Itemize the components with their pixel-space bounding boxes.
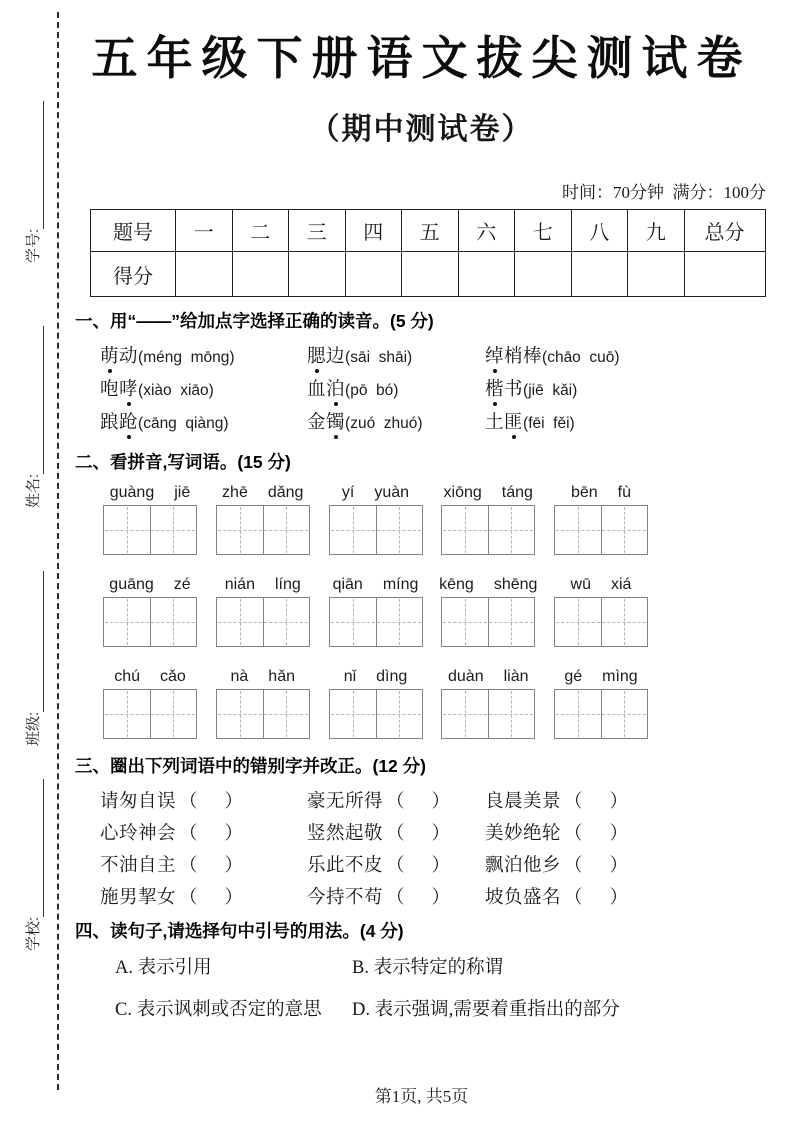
pinyin-options: (pō bó) — [345, 381, 399, 399]
pinyin-label — [554, 572, 648, 594]
correction-item — [485, 787, 768, 813]
writing-group — [216, 480, 310, 555]
correction-item — [307, 787, 485, 813]
section1-row — [100, 404, 768, 437]
box-dashed-cell-line — [173, 599, 174, 645]
pinyin-syllable: chú — [114, 668, 140, 685]
box-dashed-cell-line — [127, 507, 128, 553]
pinyin-label — [216, 572, 310, 594]
pinyin-syllable: xiōng — [443, 484, 482, 501]
idiom-word: 美妙绝轮 — [485, 824, 562, 844]
pinyin-label — [329, 664, 423, 686]
score-table-column-header: 五 — [402, 210, 459, 252]
section1-items — [100, 338, 768, 437]
dotted-character: 楷 — [485, 375, 504, 401]
choice-word: 腮边 — [307, 347, 345, 367]
writing-box — [329, 689, 423, 739]
box-dashed-midline — [556, 530, 646, 531]
pinyin-syllable: fù — [617, 484, 632, 501]
box-dashed-cell-line — [173, 507, 174, 553]
pinyin-label — [103, 664, 197, 686]
writing-group — [554, 664, 648, 739]
box-dashed-cell-line — [240, 599, 241, 645]
correction-parens — [564, 819, 628, 845]
idiom-word: 乐此不皮 — [307, 856, 384, 876]
dotted-character: 镯 — [326, 408, 345, 434]
section3-row — [100, 816, 768, 848]
pinyin-choice-item — [485, 342, 768, 368]
pinyin-syllable: yuàn — [374, 484, 410, 501]
section1-heading: 一、用“——”给加点字选择正确的读音。(5 分) — [75, 311, 434, 331]
box-dashed-midline — [331, 622, 421, 623]
pinyin-syllable: jiē — [174, 484, 191, 501]
writing-row — [103, 664, 648, 739]
quote-usage-option: D. 表示强调,需要着重指出的部分 — [352, 1000, 620, 1020]
dotted-character: 跄 — [119, 408, 138, 434]
pinyin-syllable: táng — [501, 484, 533, 501]
score-cell-empty — [289, 252, 346, 297]
correction-item — [307, 851, 485, 877]
box-dashed-midline — [218, 530, 308, 531]
box-dashed-cell-line — [465, 691, 466, 737]
pinyin-syllable: kēng — [439, 576, 474, 593]
writing-box — [103, 689, 197, 739]
pinyin-choice-item — [485, 408, 768, 434]
correction-item — [307, 883, 485, 909]
dotted-character: 匪 — [504, 408, 523, 434]
paren-open: （ — [179, 792, 198, 812]
box-dashed-midline — [443, 530, 533, 531]
box-dashed-midline — [105, 530, 195, 531]
correction-parens — [386, 787, 450, 813]
pinyin-label — [329, 572, 423, 594]
score-table-column-header: 四 — [345, 210, 402, 252]
pinyin-syllable: zé — [173, 576, 191, 593]
score-table-column-header: 二 — [232, 210, 289, 252]
writing-group — [441, 664, 535, 739]
dotted-character: 泊 — [326, 375, 345, 401]
pinyin-syllable: wū — [570, 576, 591, 593]
pinyin-options: (zuó zhuó) — [345, 414, 423, 432]
option-row — [115, 995, 768, 1021]
pinyin-options: (méng mōng) — [138, 348, 235, 366]
correction-parens — [179, 851, 243, 877]
section3-row — [100, 784, 768, 816]
pinyin-choice-item — [100, 342, 307, 368]
paren-close: ） — [431, 888, 451, 908]
paren-close: ） — [609, 856, 629, 876]
pinyin-options: (cāng qiàng) — [138, 414, 229, 432]
box-dashed-cell-line — [240, 691, 241, 737]
box-dashed-midline — [556, 714, 646, 715]
writing-group — [441, 480, 535, 555]
pinyin-syllable: duàn — [448, 668, 484, 685]
box-dashed-cell-line — [286, 691, 287, 737]
score-table-column-header: 七 — [515, 210, 572, 252]
correction-parens — [386, 851, 450, 877]
box-dashed-cell-line — [173, 691, 174, 737]
section3-row — [100, 848, 768, 880]
paren-open: （ — [386, 824, 405, 844]
paren-open: （ — [564, 824, 583, 844]
score-cell-empty — [515, 252, 572, 297]
pinyin-syllable: guàng — [109, 484, 155, 501]
writing-group — [329, 664, 423, 739]
pinyin-syllable: zhē — [222, 484, 248, 501]
box-dashed-cell-line — [624, 691, 625, 737]
correction-parens — [564, 787, 628, 813]
pinyin-label — [103, 572, 197, 594]
quote-usage-option: A. 表示引用 — [115, 958, 212, 978]
writing-box — [554, 597, 648, 647]
paren-close: ） — [609, 792, 629, 812]
paren-close: ） — [224, 792, 244, 812]
pinyin-syllable: shēng — [493, 576, 538, 593]
pinyin-options: (jiē kǎi) — [523, 381, 578, 399]
writing-group — [216, 664, 310, 739]
pinyin-label — [554, 480, 648, 502]
idiom-word: 心玲神会 — [100, 824, 177, 844]
paren-open: （ — [386, 792, 405, 812]
side-field-line — [28, 571, 44, 712]
box-dashed-cell-line — [578, 691, 579, 737]
idiom-word: 请匆自误 — [100, 792, 177, 812]
section4-options — [75, 953, 768, 1021]
score-table-column-header: 三 — [289, 210, 346, 252]
quote-usage-option: B. 表示特定的称谓 — [352, 958, 504, 978]
pinyin-label — [329, 480, 423, 502]
box-dashed-cell-line — [624, 507, 625, 553]
writing-group — [439, 572, 538, 647]
box-dashed-midline — [556, 622, 646, 623]
box-dashed-cell-line — [511, 507, 512, 553]
paren-close: ） — [224, 824, 244, 844]
side-field — [22, 779, 44, 951]
box-dashed-midline — [218, 714, 308, 715]
pinyin-syllable: dǎng — [267, 484, 304, 501]
pinyin-syllable: gé — [564, 668, 583, 685]
exam-content — [75, 0, 768, 1021]
margin-dashed-line — [57, 12, 59, 1090]
box-dashed-cell-line — [399, 691, 400, 737]
score-table-column-header: 六 — [458, 210, 515, 252]
box-dashed-cell-line — [286, 599, 287, 645]
pinyin-syllable: hǎn — [268, 668, 295, 685]
writing-box — [554, 689, 648, 739]
box-dashed-cell-line — [399, 599, 400, 645]
box-dashed-midline — [443, 714, 533, 715]
correction-item — [100, 787, 307, 813]
correction-item — [100, 819, 307, 845]
box-dashed-cell-line — [240, 507, 241, 553]
score-cell-empty — [345, 252, 402, 297]
pinyin-choice-item — [485, 375, 768, 401]
score-cell-empty — [232, 252, 289, 297]
pinyin-syllable: mìng — [602, 668, 638, 685]
writing-box — [329, 597, 423, 647]
side-field-label: 班级: — [25, 711, 42, 746]
choice-word: 萌动 — [100, 347, 138, 367]
box-dashed-midline — [443, 622, 533, 623]
correction-item — [100, 851, 307, 877]
writing-box — [216, 689, 310, 739]
writing-group — [216, 572, 310, 647]
idiom-word: 今持不苟 — [307, 888, 384, 908]
box-dashed-midline — [331, 714, 421, 715]
correction-parens — [179, 883, 243, 909]
correction-item — [485, 883, 768, 909]
pinyin-syllable: míng — [382, 576, 419, 593]
paren-close: ） — [431, 792, 451, 812]
idiom-word: 施男挈女 — [100, 888, 177, 908]
pinyin-syllable: dìng — [376, 668, 408, 685]
paren-close: ） — [609, 888, 629, 908]
idiom-word: 坡负盛名 — [485, 888, 562, 908]
box-dashed-cell-line — [127, 599, 128, 645]
pinyin-syllable: liàn — [503, 668, 529, 685]
correction-parens — [179, 787, 243, 813]
idiom-word: 豪无所得 — [307, 792, 384, 812]
box-dashed-cell-line — [511, 599, 512, 645]
writing-group — [103, 480, 197, 555]
side-field-line — [28, 101, 44, 229]
section2-writing-grid — [75, 480, 768, 739]
paren-open: （ — [564, 792, 583, 812]
paren-open: （ — [179, 856, 198, 876]
writing-box — [329, 505, 423, 555]
paren-close: ） — [609, 824, 629, 844]
writing-group — [554, 480, 648, 555]
writing-box — [554, 505, 648, 555]
pinyin-syllable: nǐ — [343, 668, 357, 685]
pinyin-syllable: nián — [224, 576, 255, 593]
box-dashed-cell-line — [353, 599, 354, 645]
dotted-character: 萌 — [100, 342, 119, 368]
pinyin-options: (fēi fěi) — [523, 414, 575, 432]
section4-heading: 四、读句子,请选择句中引号的用法。(4 分) — [75, 921, 404, 941]
section3-row — [100, 880, 768, 912]
score-table-column-header: 八 — [571, 210, 628, 252]
pinyin-label — [103, 480, 197, 502]
pinyin-syllable: guāng — [109, 576, 154, 593]
pinyin-syllable: xiá — [611, 576, 632, 593]
pinyin-choice-item — [307, 408, 485, 434]
paren-open: （ — [386, 888, 405, 908]
pinyin-options: (sāi shāi) — [345, 348, 413, 366]
box-dashed-midline — [105, 622, 195, 623]
box-dashed-cell-line — [578, 599, 579, 645]
pinyin-options: (chāo cuō) — [542, 348, 620, 366]
dotted-character: 哮 — [119, 375, 138, 401]
correction-parens — [564, 851, 628, 877]
writing-box — [441, 689, 535, 739]
score-cell-empty — [176, 252, 233, 297]
pinyin-label — [439, 572, 538, 594]
writing-group — [103, 664, 197, 739]
section2-heading: 二、看拼音,写词语。(15 分) — [75, 452, 291, 472]
writing-group — [329, 572, 423, 647]
box-dashed-midline — [105, 714, 195, 715]
box-dashed-cell-line — [511, 691, 512, 737]
score-cell-empty — [684, 252, 765, 297]
side-field-label: 学校: — [25, 916, 42, 951]
writing-box — [441, 505, 535, 555]
correction-item — [485, 819, 768, 845]
quote-usage-option: C. 表示讽刺或否定的意思 — [115, 1000, 322, 1020]
pinyin-label — [554, 664, 648, 686]
idiom-word: 飘泊他乡 — [485, 856, 562, 876]
pinyin-syllable: cǎo — [160, 668, 186, 685]
writing-group — [554, 572, 648, 647]
pinyin-label — [441, 664, 535, 686]
writing-group — [103, 572, 197, 647]
side-field-label: 姓名: — [25, 473, 42, 508]
side-field-line — [28, 779, 44, 917]
correction-parens — [564, 883, 628, 909]
paren-open: （ — [179, 888, 198, 908]
correction-item — [100, 883, 307, 909]
pinyin-syllable: líng — [274, 576, 301, 593]
choice-word: 踉跄 — [100, 413, 138, 433]
side-field-label: 学号: — [25, 228, 42, 263]
box-dashed-cell-line — [353, 507, 354, 553]
page-footer: 第1页, 共5页 — [374, 1087, 469, 1106]
writing-row — [103, 480, 648, 555]
section3-items — [100, 784, 768, 912]
score-table-column-header: 总分 — [684, 210, 765, 252]
choice-word: 咆哮 — [100, 380, 138, 400]
pinyin-label — [216, 480, 310, 502]
page-subtitle: （期中测试卷） — [309, 113, 534, 146]
writing-row — [103, 572, 648, 647]
choice-word: 土匪 — [485, 413, 523, 433]
section1-row — [100, 371, 768, 404]
dotted-character: 腮 — [307, 342, 326, 368]
pinyin-choice-item — [307, 342, 485, 368]
idiom-word: 竖然起敬 — [307, 824, 384, 844]
pinyin-syllable: qiān — [332, 576, 363, 593]
box-dashed-midline — [331, 530, 421, 531]
score-cell-empty — [628, 252, 685, 297]
paren-open: （ — [564, 888, 583, 908]
pinyin-label — [216, 664, 310, 686]
pinyin-choice-item — [100, 375, 307, 401]
choice-word: 金镯 — [307, 413, 345, 433]
score-table — [90, 209, 766, 297]
idiom-word: 良晨美景 — [485, 792, 562, 812]
exam-time-score-info: 时间：70分钟 满分：100分 — [562, 183, 766, 202]
box-dashed-cell-line — [465, 599, 466, 645]
pinyin-label — [441, 480, 535, 502]
side-field — [22, 571, 44, 746]
writing-group — [329, 480, 423, 555]
correction-item — [307, 819, 485, 845]
box-dashed-cell-line — [127, 691, 128, 737]
choice-word: 楷书 — [485, 380, 523, 400]
box-dashed-cell-line — [286, 507, 287, 553]
idiom-word: 不油自主 — [100, 856, 177, 876]
paren-close: ） — [431, 856, 451, 876]
box-dashed-cell-line — [353, 691, 354, 737]
box-dashed-midline — [218, 622, 308, 623]
writing-box — [103, 505, 197, 555]
choice-word: 绰梢棒 — [485, 347, 542, 367]
side-field — [22, 326, 44, 508]
page-title: 五年级下册语文拔尖测试卷 — [91, 33, 752, 84]
score-row-label: 得分 — [91, 252, 176, 297]
side-field — [22, 101, 44, 263]
pinyin-choice-item — [100, 408, 307, 434]
score-table-header-label: 题号 — [91, 210, 176, 252]
correction-parens — [386, 819, 450, 845]
score-table-column-header: 一 — [176, 210, 233, 252]
section1-row — [100, 338, 768, 371]
paren-close: ） — [224, 856, 244, 876]
correction-parens — [179, 819, 243, 845]
writing-box — [216, 505, 310, 555]
choice-word: 血泊 — [307, 380, 345, 400]
correction-parens — [386, 883, 450, 909]
box-dashed-cell-line — [578, 507, 579, 553]
box-dashed-cell-line — [465, 507, 466, 553]
box-dashed-cell-line — [624, 599, 625, 645]
paren-open: （ — [386, 856, 405, 876]
paren-close: ） — [431, 824, 451, 844]
pinyin-options: (xiào xiāo) — [138, 381, 214, 399]
box-dashed-cell-line — [399, 507, 400, 553]
correction-item — [485, 851, 768, 877]
pinyin-syllable: bēn — [570, 484, 598, 501]
score-cell-empty — [571, 252, 628, 297]
side-field-line — [28, 326, 44, 474]
pinyin-syllable: yí — [341, 484, 355, 501]
score-table-column-header: 九 — [628, 210, 685, 252]
writing-box — [441, 597, 535, 647]
paren-close: ） — [224, 888, 244, 908]
score-cell-empty — [458, 252, 515, 297]
paren-open: （ — [564, 856, 583, 876]
pinyin-choice-item — [307, 375, 485, 401]
pinyin-syllable: nà — [230, 668, 249, 685]
option-row — [115, 953, 768, 979]
section3-heading: 三、圈出下列词语中的错别字并改正。(12 分) — [75, 756, 426, 776]
writing-box — [103, 597, 197, 647]
dotted-character: 绰 — [485, 342, 504, 368]
writing-box — [216, 597, 310, 647]
score-cell-empty — [402, 252, 459, 297]
paren-open: （ — [179, 824, 198, 844]
